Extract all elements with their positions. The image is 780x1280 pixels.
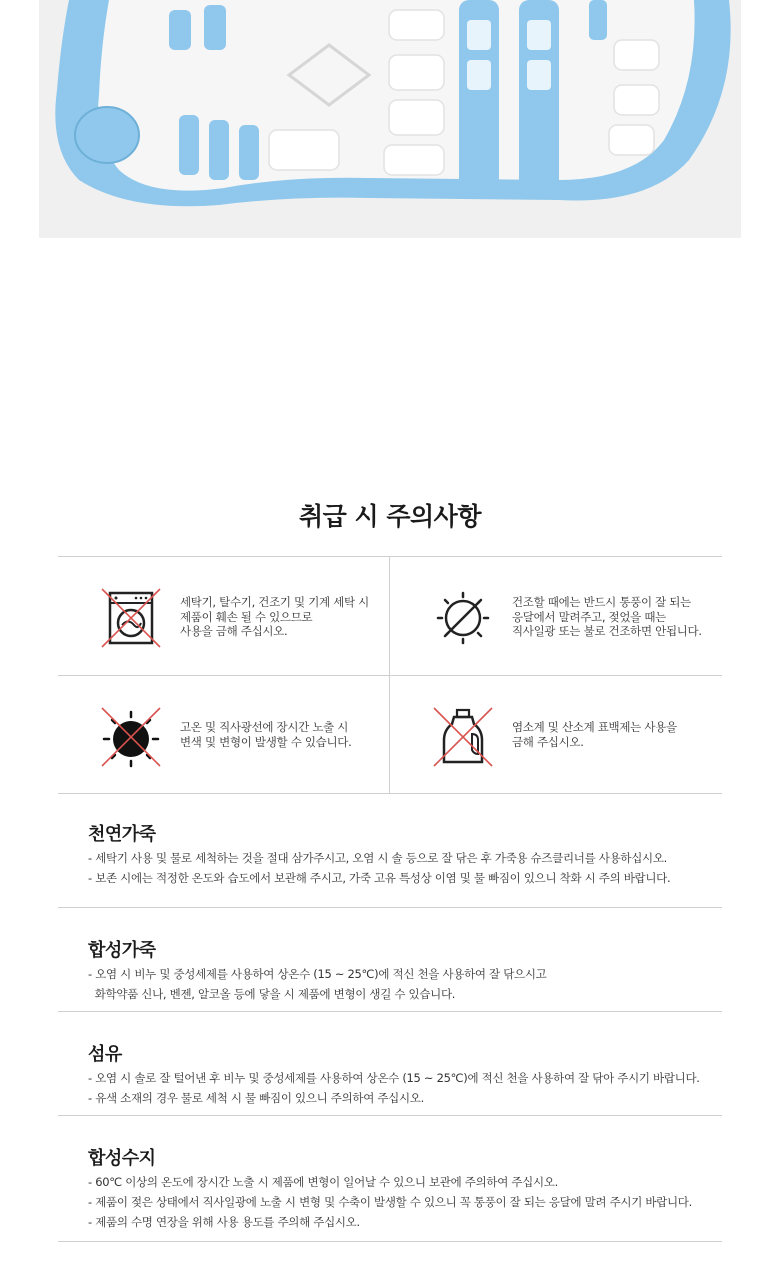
section-heading: 섬유 [88, 1044, 122, 1065]
caution-item-drying [390, 557, 721, 675]
sun-crossed-icon [98, 704, 164, 770]
shoe-sole-photo [39, 0, 741, 238]
section-text-line: - 제품의 수명 연장을 위해 사용 용도를 주의해 주십시오. [88, 1215, 360, 1229]
washing-machine-crossed-icon [98, 585, 164, 651]
caution-text-line: 금해 주십시오. [512, 734, 584, 749]
caution-text-line: 응달에서 말려주고, 젖었을 때는 [512, 609, 666, 624]
section-text-line: - 제품이 젖은 상태에서 직사일광에 노출 시 변형 및 수축이 발생할 수 있으니 꼭 통풍이 잘 되는 응달에 말려 주시기 바랍니다. [88, 1195, 692, 1209]
caution-item-sunlight [58, 676, 389, 794]
section-heading: 합성수지 [88, 1148, 156, 1169]
caution-text-line: 건조할 때에는 반드시 통풍이 잘 되는 [512, 595, 691, 609]
caution-text-line: 세탁기, 탈수기, 건조기 및 기계 세탁 시 [180, 595, 369, 609]
ventilation-dry-icon [430, 585, 496, 651]
page-title: 취급 시 주의사항 [299, 502, 481, 531]
caution-text-line: 염소계 및 산소계 표백제는 사용을 [512, 720, 677, 734]
section-text-line: - 세탁기 사용 및 물로 세척하는 것을 절대 삼가주시고, 오염 시 솔 등으로 잘 닦은 후 가죽용 슈즈클리너를 사용하십시오. [88, 851, 667, 865]
caution-item-washing [58, 557, 389, 675]
section-text-line: - 보존 시에는 적정한 온도와 습도에서 보관해 주시고, 가죽 고유 특성상 이염 및 물 빠짐이 있으니 착화 시 주의 바랍니다. [88, 871, 671, 885]
section-heading: 합성가죽 [88, 940, 156, 961]
caution-item-bleach [390, 676, 721, 794]
caution-grid [58, 556, 722, 794]
caution-text-line: 변색 및 변형이 발생할 수 있습니다. [180, 734, 352, 749]
section-fabric [58, 1012, 722, 1116]
bleach-bottle-crossed-icon [430, 704, 496, 770]
shoe-sole-illustration [39, 0, 741, 238]
section-text-line: 화학약품 신나, 벤젠, 알코올 등에 닿을 시 제품에 변형이 생길 수 있습니다. [88, 987, 456, 1001]
section-text-line: - 오염 시 비누 및 중성세제를 사용하여 상온수 (15 ~ 25℃)에 적신 천을 사용하여 잘 닦으시고 [88, 967, 547, 981]
caution-text-line: 직사일광 또는 불로 건조하면 안됩니다. [512, 624, 702, 638]
section-synthetic-resin [58, 1116, 722, 1242]
section-text-line: - 오염 시 솔로 잘 털어낸 후 비누 및 중성세제를 사용하여 상온수 (15 ~ 25℃)에 적신 천을 사용하여 잘 닦아 주시기 바랍니다. [88, 1071, 700, 1085]
caution-text-line: 제품이 훼손 될 수 있으므로 [180, 609, 313, 624]
caution-text-line: 사용을 금해 주십시오. [180, 624, 288, 638]
caution-text-line: 고온 및 직사광선에 장시간 노출 시 [180, 720, 349, 734]
section-natural-leather [58, 792, 722, 908]
section-text-line: - 60℃ 이상의 온도에 장시간 노출 시 제품에 변형이 일어날 수 있으니 보관에 주의하여 주십시오. [88, 1175, 558, 1189]
section-heading: 천연가죽 [88, 824, 156, 845]
section-text-line: - 유색 소재의 경우 물로 세척 시 물 빠짐이 있으니 주의하여 주십시오. [88, 1091, 424, 1105]
section-synthetic-leather [58, 908, 722, 1012]
